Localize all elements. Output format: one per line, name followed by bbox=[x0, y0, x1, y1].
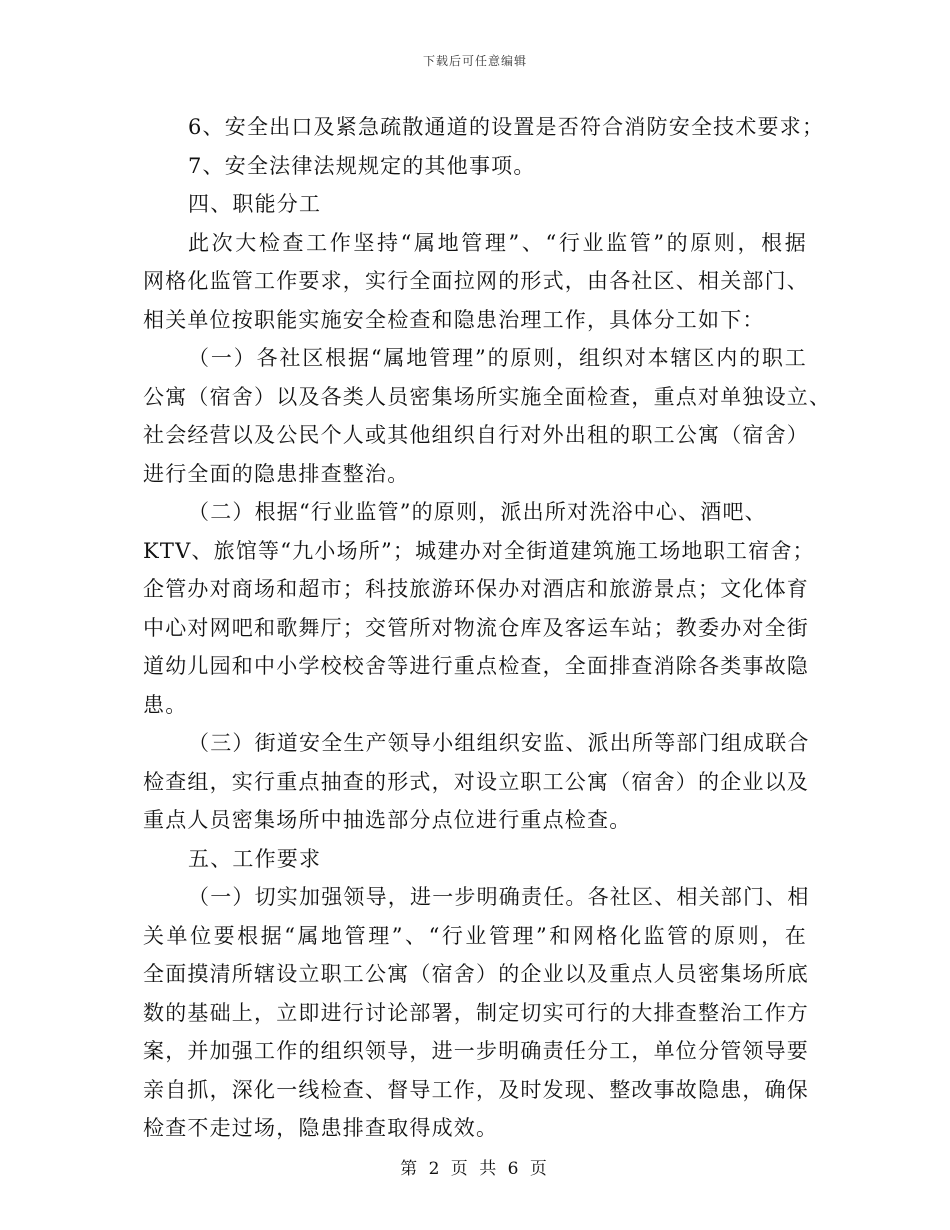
text-line: 亲自抓，深化一线检查、督导工作，及时发现、整改事故隐患，确保 bbox=[143, 1077, 809, 1102]
text-line: 企管办对商场和超市；科技旅游环保办对酒店和旅游景点；文化体育 bbox=[143, 577, 809, 601]
text-line: 案，并加强工作的组织领导，进一步明确责任分工，单位分管领导要 bbox=[143, 1039, 809, 1063]
section-heading: 四、职能分工 bbox=[188, 192, 322, 216]
text-line: 道幼儿园和中小学校校舍等进行重点检查，全面排查消除各类事故隐 bbox=[143, 654, 809, 678]
text-line: 此次大检查工作坚持“属地管理”、“行业监管”的原则，根据 bbox=[188, 230, 807, 255]
page-header: 下载后可任意编辑 bbox=[422, 54, 527, 68]
text-line: 网格化监管工作要求，实行全面拉网的形式，由各社区、相关部门、 bbox=[143, 269, 809, 293]
text-line: （一）切实加强领导，进一步明确责任。各社区、相关部门、相 bbox=[188, 885, 810, 909]
page-footer: 第 2 页 共 6 页 bbox=[400, 1159, 550, 1179]
text-line: （一）各社区根据“属地管理”的原则，组织对本辖区内的职工 bbox=[188, 346, 807, 370]
text-line: 7、安全法律法规规定的其他事项。 bbox=[188, 153, 536, 178]
text-line: 进行全面的隐患排查整治。 bbox=[143, 461, 410, 486]
text-line: 6、安全出口及紧急疏散通道的设置是否符合消防安全技术要求； bbox=[188, 115, 825, 139]
section-heading: 五、工作要求 bbox=[188, 846, 322, 871]
text-line: 数的基础上，立即进行讨论部署，制定切实可行的大排查整治工作方 bbox=[143, 1000, 809, 1025]
text-line: 公寓（宿舍）以及各类人员密集场所实施全面检查，重点对单独设立、 bbox=[143, 384, 832, 409]
text-line: 社会经营以及公民个人或其他组织自行对外出租的职工公寓（宿舍） bbox=[143, 423, 809, 447]
text-line: 关单位要根据“属地管理”、“行业管理”和网格化监管的原则，在 bbox=[143, 923, 807, 948]
text-line: （二）根据“行业监管”的原则，派出所对洗浴中心、酒吧、 bbox=[188, 500, 767, 524]
text-line: 检查不走过场，隐患排查取得成效。 bbox=[143, 1116, 499, 1140]
text-line: 检查组，实行重点抽查的形式，对设立职工公寓（宿舍）的企业以及 bbox=[143, 769, 809, 794]
text-line: 全面摸清所辖设立职工公寓（宿舍）的企业以及重点人员密集场所底 bbox=[143, 962, 809, 986]
document-body bbox=[143, 108, 832, 1148]
text-line: 患。 bbox=[143, 692, 188, 717]
text-line: 重点人员密集场所中抽选部分点位进行重点检查。 bbox=[143, 808, 632, 832]
text-line: 中心对网吧和歌舞厅；交管所对物流仓库及客运车站；教委办对全街 bbox=[143, 615, 809, 640]
text-line: KTV、旅馆等“九小场所”；城建办对全街道建筑施工场地职工宿舍； bbox=[143, 538, 815, 563]
text-line: 相关单位按职能实施安全检查和隐患治理工作，具体分工如下： bbox=[143, 307, 765, 332]
text-line: （三）街道安全生产领导小组组织安监、派出所等部门组成联合 bbox=[188, 731, 810, 755]
